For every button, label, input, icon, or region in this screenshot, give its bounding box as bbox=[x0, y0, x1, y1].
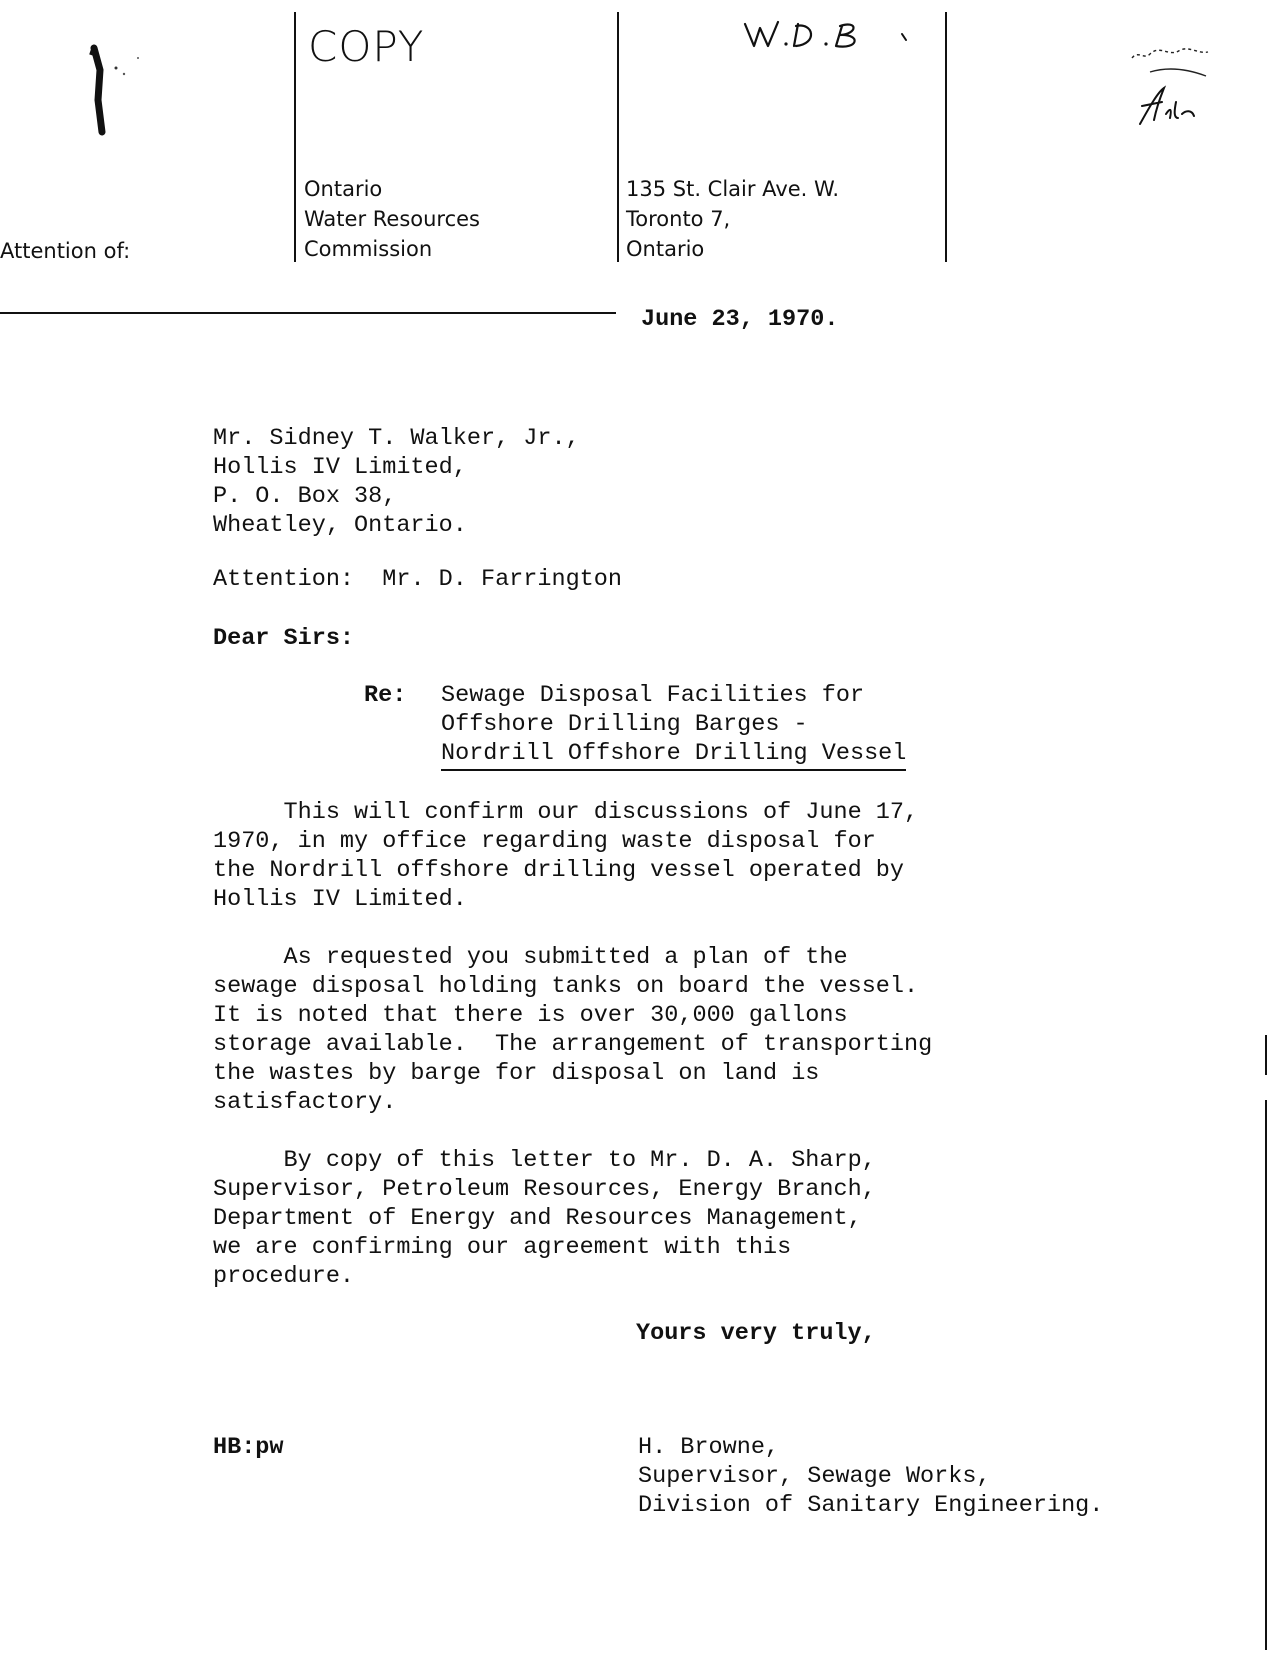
handwritten-initials bbox=[740, 14, 920, 54]
attention-line bbox=[213, 565, 622, 594]
signature-line: Division of Sanitary Engineering. bbox=[638, 1492, 1104, 1519]
organization-line: Ontario bbox=[304, 177, 383, 201]
subject-line: Offshore Drilling Barges - bbox=[441, 711, 808, 738]
body-line: procedure. bbox=[213, 1263, 355, 1290]
subject-line-underlined: Nordrill Offshore Drilling Vessel bbox=[441, 739, 906, 771]
address-line: 135 St. Clair Ave. W. bbox=[626, 177, 840, 201]
signature-line: H. Browne, bbox=[638, 1434, 780, 1461]
attention-label: Attention: bbox=[213, 566, 355, 593]
body-line: 1970, in my office regarding waste disposal for bbox=[213, 828, 876, 855]
recipient-line: Hollis IV Limited, bbox=[213, 454, 467, 481]
letterhead-rule bbox=[0, 312, 616, 314]
attention-of-label: Attention of: bbox=[0, 239, 131, 263]
address-line: Toronto 7, bbox=[626, 207, 731, 231]
body-line: As requested you submitted a plan of the bbox=[213, 944, 848, 971]
recipient-line: P. O. Box 38, bbox=[213, 483, 397, 510]
letterhead-divider-left bbox=[294, 12, 296, 262]
organization-line: Commission bbox=[304, 237, 433, 261]
subject-line: Sewage Disposal Facilities for bbox=[441, 682, 865, 709]
scan-edge-mark bbox=[1265, 1035, 1267, 1075]
scan-edge-mark bbox=[1265, 1100, 1267, 1650]
organization-block bbox=[304, 174, 480, 264]
letterhead-divider-middle bbox=[617, 12, 619, 262]
body-line: Hollis IV Limited. bbox=[213, 886, 467, 913]
signature-line: Supervisor, Sewage Works, bbox=[638, 1463, 991, 1490]
body-line: This will confirm our discussions of June 17, bbox=[213, 799, 919, 826]
body-line: satisfactory. bbox=[213, 1089, 397, 1116]
scan-smudge-mark bbox=[80, 40, 160, 140]
body-line: we are confirming our agreement with this bbox=[213, 1234, 792, 1261]
body-paragraph-2 bbox=[213, 943, 932, 1117]
subject-lines bbox=[441, 681, 906, 771]
copy-label: COPY bbox=[308, 22, 425, 71]
reference-initials: HB:pw bbox=[213, 1434, 284, 1461]
body-line: the Nordrill offshore drilling vessel operated by bbox=[213, 857, 905, 884]
body-line: It is noted that there is over 30,000 gallons bbox=[213, 1002, 848, 1029]
subject-label: Re: bbox=[364, 682, 407, 709]
body-paragraph-3 bbox=[213, 1146, 876, 1291]
address-line: Ontario bbox=[626, 237, 705, 261]
body-paragraph-1 bbox=[213, 798, 918, 914]
letterhead-divider-right bbox=[945, 12, 947, 262]
organization-line: Water Resources bbox=[304, 207, 480, 231]
signature-block bbox=[638, 1433, 1103, 1520]
body-line: the wastes by barge for disposal on land is bbox=[213, 1060, 820, 1087]
closing: Yours very truly, bbox=[636, 1320, 876, 1347]
body-line: storage available. The arrangement of transporting bbox=[213, 1031, 933, 1058]
handwritten-file-note bbox=[1120, 36, 1240, 136]
recipient-address bbox=[213, 424, 580, 540]
attention-name: Mr. D. Farrington bbox=[382, 566, 622, 593]
recipient-line: Mr. Sidney T. Walker, Jr., bbox=[213, 425, 580, 452]
body-line: Supervisor, Petroleum Resources, Energy Branch, bbox=[213, 1176, 876, 1203]
body-line: sewage disposal holding tanks on board the vessel. bbox=[213, 973, 919, 1000]
address-block bbox=[626, 174, 839, 264]
body-line: Department of Energy and Resources Management, bbox=[213, 1205, 862, 1232]
body-line: By copy of this letter to Mr. D. A. Sharp, bbox=[213, 1147, 876, 1174]
letter-date: June 23, 1970. bbox=[641, 306, 839, 333]
recipient-line: Wheatley, Ontario. bbox=[213, 512, 467, 539]
salutation: Dear Sirs: bbox=[213, 625, 355, 652]
